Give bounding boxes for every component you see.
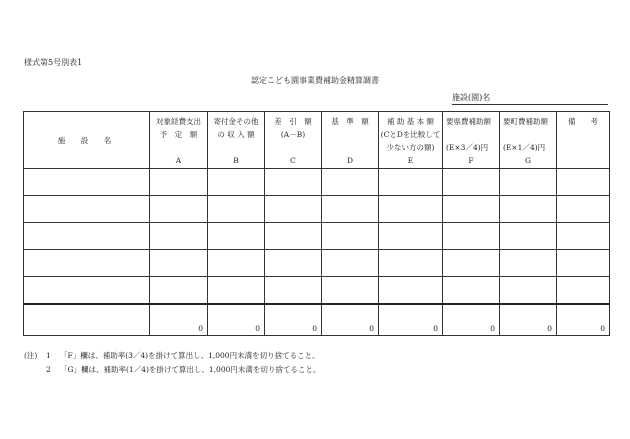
amount-cell[interactable] (322, 169, 379, 196)
amount-cell[interactable] (265, 250, 322, 277)
amount-cell[interactable] (379, 277, 443, 305)
total-amount-cell: 0 (208, 304, 265, 336)
amount-cell[interactable] (208, 169, 265, 196)
header-col-d (322, 112, 379, 169)
amount-cell[interactable] (208, 277, 265, 305)
amount-cell[interactable] (500, 223, 557, 250)
facility-name-cell[interactable] (24, 223, 150, 250)
table-row (24, 169, 610, 196)
header-label: 要町費補助額 (E×1／4)円 (503, 117, 548, 152)
total-amount-cell: 0 (150, 304, 208, 336)
amount-cell[interactable] (443, 277, 500, 305)
total-amount-cell: 0 (379, 304, 443, 336)
total-amount-cell: 0 (322, 304, 379, 336)
header-code: G (525, 156, 531, 165)
amount-cell[interactable] (557, 196, 610, 223)
facility-name-cell[interactable] (24, 250, 150, 277)
amount-cell[interactable] (150, 196, 208, 223)
amount-cell[interactable] (443, 223, 500, 250)
header-col-b (208, 112, 265, 169)
amount-cell[interactable] (557, 277, 610, 305)
amount-cell[interactable] (500, 277, 557, 305)
amount-cell[interactable] (150, 250, 208, 277)
header-label: 要県費補助額 (E×3／4)円 (446, 117, 491, 152)
total-amount-cell: 0 (443, 304, 500, 336)
table-body (24, 169, 610, 336)
amount-cell[interactable] (322, 250, 379, 277)
amount-cell[interactable] (443, 250, 500, 277)
amount-cell[interactable] (379, 196, 443, 223)
amount-cell[interactable] (557, 223, 610, 250)
header-col-c (265, 112, 322, 169)
settlement-table (23, 111, 610, 336)
header-col-g (500, 112, 557, 169)
amount-cell[interactable] (443, 169, 500, 196)
note-text: 「G」欄は、補助率(1／4)を掛けて算出し、1,000円未満を切り捨てること。 (60, 365, 321, 374)
form-number: 様式第5号別表1 (24, 58, 83, 67)
amount-cell[interactable] (208, 196, 265, 223)
amount-cell[interactable] (150, 223, 208, 250)
header-label: 基 準 額 (331, 117, 369, 126)
header-label: 寄付金その他 の 収 入 額 (213, 117, 259, 139)
total-row (24, 304, 610, 336)
amount-cell[interactable] (322, 196, 379, 223)
amount-cell[interactable] (150, 277, 208, 305)
amount-cell[interactable] (265, 223, 322, 250)
table-row (24, 196, 610, 223)
note-number: 1 (46, 351, 51, 360)
header-code: C (290, 156, 296, 165)
total-label-cell (24, 304, 150, 336)
header-label: 補 助 基 本 額 (CとDを比較して 少ない方の額) (380, 117, 441, 152)
amount-cell[interactable] (265, 196, 322, 223)
header-code: F (468, 156, 474, 165)
facility-name-cell[interactable] (24, 277, 150, 305)
table-row (24, 250, 610, 277)
total-amount-cell: 0 (500, 304, 557, 336)
amount-cell[interactable] (500, 250, 557, 277)
note-prefix: (注) (24, 351, 38, 360)
amount-cell[interactable] (265, 277, 322, 305)
note-item (24, 349, 320, 363)
amount-cell[interactable] (379, 169, 443, 196)
header-facility-name: 施 設 名 (24, 112, 150, 169)
facility-name-field[interactable]: 施設(園)名 (452, 92, 608, 105)
note-text: 「F」欄は、補助率(3／4)を掛けて算出し、1,000円未満を切り捨てること。 (60, 351, 320, 360)
table-row (24, 223, 610, 250)
amount-cell[interactable] (379, 223, 443, 250)
amount-cell[interactable] (265, 169, 322, 196)
total-amount-cell: 0 (265, 304, 322, 336)
header-code: A (175, 156, 182, 165)
amount-cell[interactable] (379, 250, 443, 277)
note-item (24, 363, 320, 377)
table-row (24, 277, 610, 305)
header-label: 備 考 (568, 117, 598, 126)
amount-cell[interactable] (208, 250, 265, 277)
header-code: E (407, 156, 414, 165)
header-code: B (233, 156, 239, 165)
facility-name-cell[interactable] (24, 196, 150, 223)
amount-cell[interactable] (500, 196, 557, 223)
header-col-f (443, 112, 500, 169)
amount-cell[interactable] (500, 169, 557, 196)
note-number: 2 (46, 365, 51, 374)
amount-cell[interactable] (322, 223, 379, 250)
page-title: 認定こども園事業費補助金精算調書 (251, 76, 379, 85)
amount-cell[interactable] (443, 196, 500, 223)
header-col-a (150, 112, 208, 169)
amount-cell[interactable] (150, 169, 208, 196)
facility-name-cell[interactable] (24, 169, 150, 196)
header-row (24, 112, 610, 169)
amount-cell[interactable] (322, 277, 379, 305)
notes (24, 349, 320, 377)
header-code: D (346, 156, 353, 165)
amount-cell[interactable] (557, 250, 610, 277)
header-col-remarks (557, 112, 610, 169)
header-col-e (379, 112, 443, 169)
total-amount-cell: 0 (557, 304, 610, 336)
amount-cell[interactable] (208, 223, 265, 250)
header-label: 対象経費支出 予 定 額 (156, 117, 201, 139)
amount-cell[interactable] (557, 169, 610, 196)
header-label: 差 引 額 (A－B) (274, 117, 312, 139)
